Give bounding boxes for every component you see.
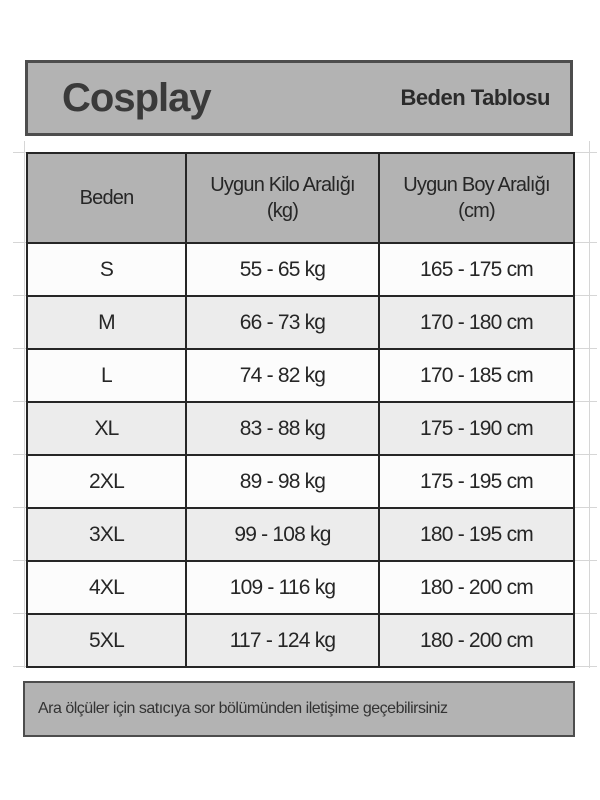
- table-row: [27, 455, 574, 508]
- height-cell: 170 - 180 cm: [379, 296, 574, 349]
- weight-cell: 89 - 98 kg: [186, 455, 379, 508]
- frame-tick: [13, 613, 27, 614]
- column-header-weight-unit: (kg): [266, 200, 299, 222]
- column-header-size: [27, 153, 186, 243]
- frame-tick: [13, 242, 27, 243]
- frame-tick: [572, 507, 597, 508]
- footer-note: Ara ölçüler için satıcıya sor bölümünden iletişime geçebilirsiniz: [38, 700, 448, 717]
- header-bar: [25, 60, 573, 136]
- height-cell: 180 - 195 cm: [379, 508, 574, 561]
- table-row: [27, 296, 574, 349]
- weight-cell: 99 - 108 kg: [186, 508, 379, 561]
- size-cell: 5XL: [27, 614, 186, 667]
- page-title: Beden Tablosu: [400, 85, 550, 110]
- weight-cell: 109 - 116 kg: [186, 561, 379, 614]
- height-cell: 170 - 185 cm: [379, 349, 574, 402]
- frame-tick: [13, 401, 27, 402]
- size-table-body: [27, 243, 574, 667]
- table-row: [27, 614, 574, 667]
- column-header-height-label: Uygun Boy Aralığı: [403, 174, 550, 196]
- size-cell: 3XL: [27, 508, 186, 561]
- frame-tick: [572, 613, 597, 614]
- table-header-row: [27, 153, 574, 243]
- size-cell: S: [27, 243, 186, 296]
- table-row: [27, 243, 574, 296]
- frame-tick: [13, 454, 27, 455]
- size-cell: XL: [27, 402, 186, 455]
- weight-cell: 55 - 65 kg: [186, 243, 379, 296]
- weight-cell: 83 - 88 kg: [186, 402, 379, 455]
- frame-tick: [572, 242, 597, 243]
- frame-tick: [13, 666, 27, 667]
- footer-note-bar: [23, 681, 575, 737]
- column-header-size-label: Beden: [79, 187, 134, 209]
- height-cell: 180 - 200 cm: [379, 614, 574, 667]
- weight-cell: 74 - 82 kg: [186, 349, 379, 402]
- frame-tick: [13, 507, 27, 508]
- frame-tick: [572, 454, 597, 455]
- frame-tick: [572, 348, 597, 349]
- table-row: [27, 349, 574, 402]
- table-row: [27, 561, 574, 614]
- size-cell: 2XL: [27, 455, 186, 508]
- size-cell: M: [27, 296, 186, 349]
- frame-tick: [13, 560, 27, 561]
- size-cell: L: [27, 349, 186, 402]
- frame-tick: [13, 295, 27, 296]
- weight-cell: 66 - 73 kg: [186, 296, 379, 349]
- size-cell: 4XL: [27, 561, 186, 614]
- frame-tick: [572, 560, 597, 561]
- frame-tick: [13, 152, 27, 153]
- column-header-height-unit: (cm): [458, 200, 495, 222]
- table-row: [27, 508, 574, 561]
- height-cell: 165 - 175 cm: [379, 243, 574, 296]
- frame-tick: [572, 295, 597, 296]
- frame-hairline-right: [589, 141, 590, 668]
- column-header-weight: [186, 153, 379, 243]
- height-cell: 180 - 200 cm: [379, 561, 574, 614]
- brand-logo: Cosplay: [62, 75, 211, 120]
- column-header-height: [379, 153, 574, 243]
- size-table: [26, 152, 575, 668]
- height-cell: 175 - 195 cm: [379, 455, 574, 508]
- height-cell: 175 - 190 cm: [379, 402, 574, 455]
- table-row: [27, 402, 574, 455]
- column-header-weight-label: Uygun Kilo Aralığı: [210, 174, 355, 196]
- frame-tick: [572, 152, 597, 153]
- frame-tick: [572, 401, 597, 402]
- frame-tick: [572, 666, 597, 667]
- frame-tick: [13, 348, 27, 349]
- frame-hairline-left: [24, 141, 25, 668]
- weight-cell: 117 - 124 kg: [186, 614, 379, 667]
